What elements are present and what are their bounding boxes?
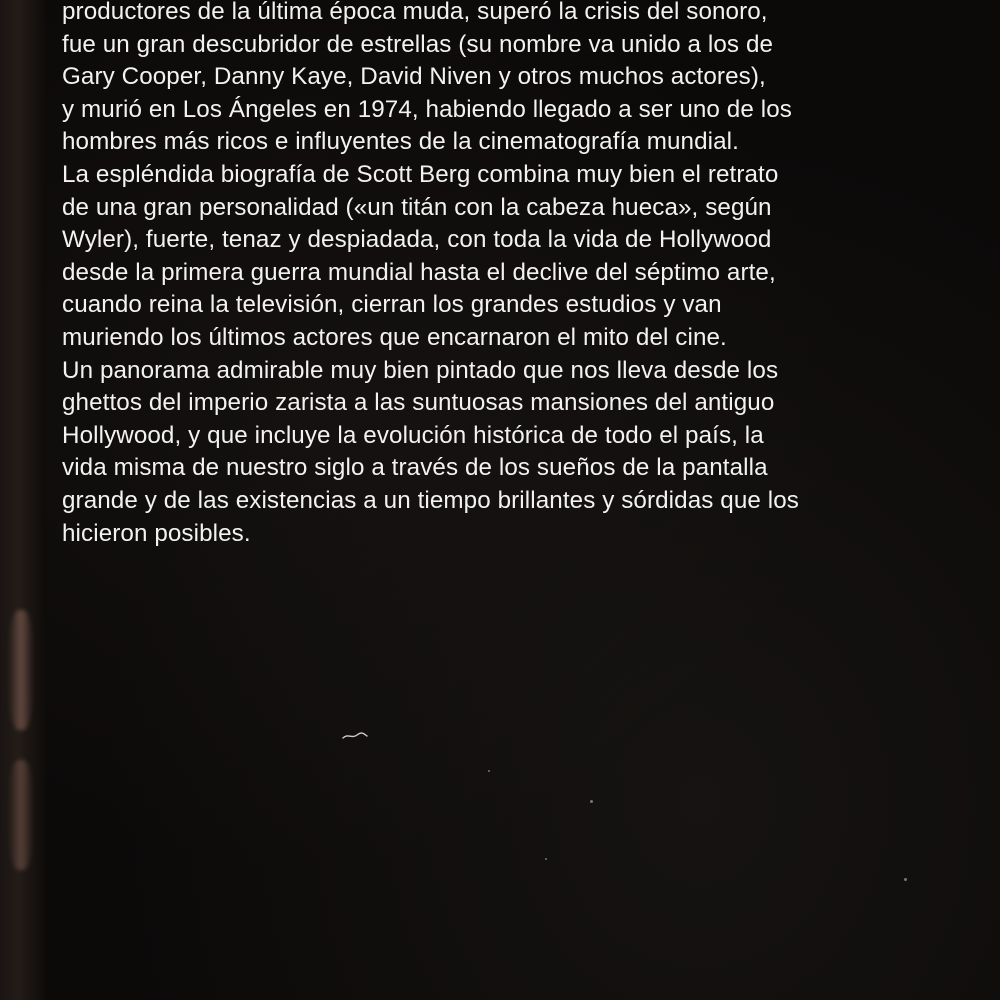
blurb-line: ghettos del imperio zarista a las suntuosas mansiones del antiguo [62, 389, 775, 417]
blurb-line: grande y de las existencias a un tiempo brillantes y sórdidas que los [62, 486, 799, 514]
blurb-line: hombres más ricos e influyentes de la cinematografía mundial. [62, 128, 739, 156]
wear-mark [8, 610, 34, 730]
blurb-line: Gary Cooper, Danny Kaye, David Niven y otros muchos actores), [62, 63, 766, 91]
blurb-line: fue un gran descubridor de estrellas (su nombre va unido a los de [62, 30, 774, 58]
dust-speck [488, 770, 490, 772]
blurb-text [62, 0, 972, 550]
dust-speck [904, 878, 907, 881]
blurb-line: Wyler), fuerte, tenaz y despiadada, con toda la vida de Hollywood [62, 226, 772, 254]
blurb-line: Un panorama admirable muy bien pintado que nos lleva desde los [62, 356, 779, 384]
blurb-line: cuando reina la televisión, cierran los grandes estudios y van [62, 291, 722, 319]
dust-speck [545, 858, 547, 860]
scratch-mark [342, 732, 368, 740]
wear-mark [8, 760, 34, 870]
blurb-line: La espléndida biografía de Scott Berg combina muy bien el retrato [62, 160, 779, 188]
dust-speck [590, 800, 593, 803]
blurb-line: de una gran personalidad («un titán con la cabeza hueca», según [62, 193, 772, 221]
blurb-line: productores de la última época muda, superó la crisis del sonoro, [62, 0, 768, 25]
blurb-line: Hollywood, y que incluye la evolución histórica de todo el país, la [62, 421, 764, 449]
blurb-line: vida misma de nuestro siglo a través de los sueños de la pantalla [62, 454, 768, 482]
blurb-line: desde la primera guerra mundial hasta el declive del séptimo arte, [62, 258, 776, 286]
blurb-line: y murió en Los Ángeles en 1974, habiendo llegado a ser uno de los [62, 95, 792, 123]
blurb-line: hicieron posibles. [62, 519, 251, 547]
blurb-line: muriendo los últimos actores que encarnaron el mito del cine. [62, 323, 727, 351]
